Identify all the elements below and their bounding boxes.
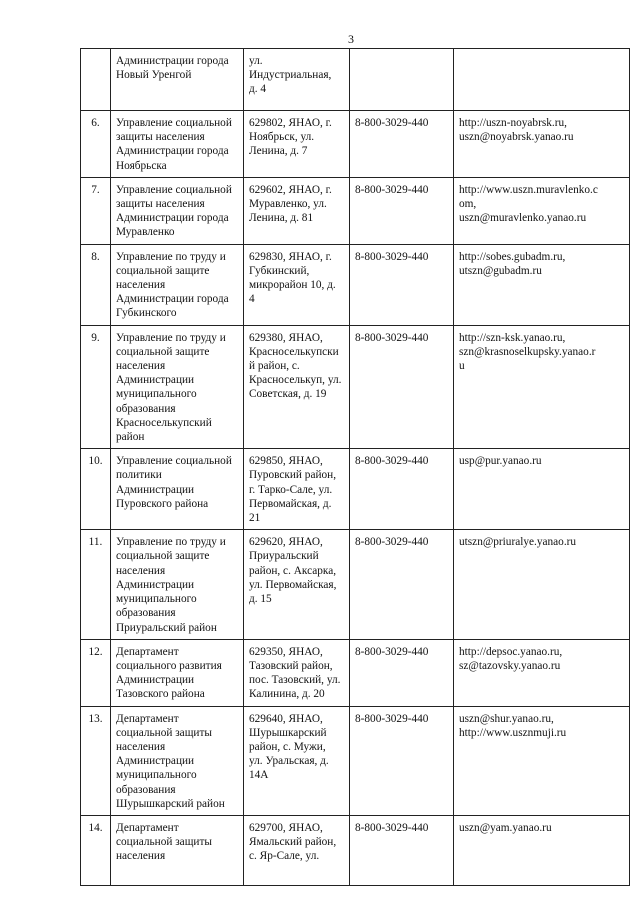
- organization-name-line: Администрации города: [116, 293, 229, 306]
- organization-name-line: Управление социальной: [116, 183, 232, 196]
- website-email: [454, 244, 630, 325]
- website-email-line: http://depsoc.yanao.ru,: [459, 645, 563, 658]
- organization-name-line: защиты населения: [116, 198, 205, 211]
- address: [244, 111, 350, 178]
- address-line: 21: [249, 512, 261, 525]
- address-line: пос. Тазовский, ул.: [249, 674, 341, 687]
- organization-name-line: населения: [116, 279, 166, 292]
- organization-name-line: политики: [116, 469, 162, 482]
- address: [244, 530, 350, 639]
- organization-name-line: Администрации: [116, 483, 195, 496]
- website-email-line: utszn@gubadm.ru: [459, 264, 542, 277]
- website-email-line: szn@krasnoselkupsky.yanao.r: [459, 345, 596, 358]
- organization-name-line: Администрации: [116, 674, 195, 687]
- table-row: [81, 244, 630, 325]
- phone: 8-800-3029-440: [350, 177, 454, 244]
- website-email-line: uszn@yam.yanao.ru: [459, 821, 552, 834]
- organization-name-line: образования: [116, 607, 176, 620]
- organization-name-line: образования: [116, 783, 176, 796]
- table-row: [81, 530, 630, 639]
- organization-name: [111, 449, 244, 530]
- organization-name-line: социальной защиты: [116, 726, 212, 739]
- address-line: Шурышкарский: [249, 726, 327, 739]
- address-line: 629802, ЯНАО, г.: [249, 117, 332, 129]
- address-line: Губкинский,: [249, 264, 310, 277]
- address-line: Приуральский: [249, 550, 319, 563]
- address-line: ул. Первомайская,: [249, 578, 337, 591]
- address-line: г. Тарко-Сале, ул.: [249, 483, 333, 496]
- address-line: ул.: [249, 55, 263, 67]
- organization-name-line: муниципального: [116, 769, 197, 782]
- organization-name-line: Ноябрьска: [116, 159, 167, 172]
- website-email-line: utszn@priuralye.yanao.ru: [459, 536, 577, 549]
- address-line: 629640, ЯНАО,: [249, 712, 323, 725]
- address: [244, 449, 350, 530]
- website-email: [454, 706, 630, 815]
- organization-name-line: муниципального: [116, 388, 197, 401]
- organization-name-line: Администрации: [116, 755, 195, 768]
- organization-name-line: Администрации: [116, 578, 195, 591]
- address-line: 629850, ЯНАО,: [249, 455, 323, 468]
- address-line: район, с. Мужи,: [249, 740, 326, 753]
- organization-name-line: Администрации города: [116, 145, 229, 158]
- phone: 8-800-3029-440: [350, 111, 454, 178]
- address-line: Красноселькуп, ул.: [249, 374, 342, 387]
- address-line: 14А: [249, 769, 269, 782]
- website-email-line: http://www.uszn.muravlenko.c: [459, 183, 598, 196]
- organization-name-line: Управление по труду и: [116, 250, 226, 263]
- table-row: [81, 177, 630, 244]
- organization-name: [111, 325, 244, 449]
- address-line: Муравленко, ул.: [249, 198, 327, 211]
- organization-name: [111, 244, 244, 325]
- organization-name-line: район: [116, 431, 145, 444]
- address: [244, 706, 350, 815]
- table-row: [81, 449, 630, 530]
- address-line: Ноябрьск, ул.: [249, 131, 315, 144]
- website-email-line: http://uszn-noyabrsk.ru,: [459, 117, 567, 129]
- address-line: Первомайская, д.: [249, 497, 332, 510]
- table-row: [81, 706, 630, 815]
- website-email-line: uszn@muravlenko.yanao.ru: [459, 212, 587, 225]
- organization-name-line: социальной защиты: [116, 836, 212, 849]
- address-line: Советская, д. 19: [249, 388, 327, 401]
- website-email: [454, 449, 630, 530]
- address: [244, 177, 350, 244]
- organization-name-line: защиты населения: [116, 131, 205, 144]
- website-email: [454, 325, 630, 449]
- table-row: [81, 639, 630, 706]
- row-number: 10.: [81, 449, 111, 530]
- website-email-line: sz@tazovsky.yanao.ru: [459, 659, 561, 672]
- address-line: ул. Уральская, д.: [249, 755, 329, 768]
- organization-name-line: Департамент: [116, 821, 179, 834]
- organization-name-line: Администрации города: [116, 212, 229, 225]
- organization-name-line: Приуральский район: [116, 621, 217, 634]
- organization-name-line: социальной защите: [116, 345, 210, 358]
- row-number: 6.: [81, 111, 111, 178]
- phone: 8-800-3029-440: [350, 815, 454, 885]
- organization-name-line: Муравленко: [116, 226, 175, 239]
- phone: 8-800-3029-440: [350, 325, 454, 449]
- website-email-line: http://szn-ksk.yanao.ru,: [459, 331, 566, 344]
- organization-name-line: социальной защите: [116, 264, 210, 277]
- organization-name-line: образования: [116, 402, 176, 415]
- table-row: [81, 49, 630, 111]
- phone: 8-800-3029-440: [350, 530, 454, 639]
- phone: 8-800-3029-440: [350, 244, 454, 325]
- organization-name: [111, 815, 244, 885]
- address-line: 629700, ЯНАО,: [249, 821, 323, 834]
- address-line: район, с. Аксарка,: [249, 564, 337, 577]
- address-line: Пуровский район,: [249, 469, 337, 482]
- organization-name-line: Шурышкарский район: [116, 797, 225, 810]
- table-body: [81, 49, 630, 886]
- organization-name-line: Новый Уренгой: [116, 69, 192, 82]
- website-email-line: usp@pur.yanao.ru: [459, 455, 542, 468]
- website-email-line: http://www.usznmuji.ru: [459, 726, 567, 739]
- address-line: Ленина, д. 81: [249, 212, 314, 225]
- organization-name: [111, 706, 244, 815]
- address-line: 629620, ЯНАО,: [249, 536, 323, 549]
- address-line: 629380, ЯНАО,: [249, 331, 323, 344]
- website-email-line: uszn@shur.yanao.ru,: [459, 712, 554, 725]
- organization-name-line: Тазовского района: [116, 688, 205, 701]
- organization-name: [111, 111, 244, 178]
- website-email-line: u: [459, 360, 465, 373]
- website-email: [454, 530, 630, 639]
- address-line: 629602, ЯНАО, г.: [249, 183, 332, 196]
- organization-name-line: Департамент: [116, 712, 179, 725]
- website-email: [454, 177, 630, 244]
- organization-name-line: населения: [116, 564, 166, 577]
- website-email: [454, 49, 630, 111]
- address-line: й район, с.: [249, 360, 300, 373]
- organization-name: [111, 530, 244, 639]
- row-number: 8.: [81, 244, 111, 325]
- phone: 8-800-3029-440: [350, 706, 454, 815]
- organization-name-line: населения: [116, 740, 166, 753]
- organization-name-line: населения: [116, 850, 166, 863]
- table-row: [81, 325, 630, 449]
- address: [244, 49, 350, 111]
- table-row: [81, 111, 630, 178]
- phone: 8-800-3029-440: [350, 639, 454, 706]
- phone: 8-800-3029-440: [350, 449, 454, 530]
- organization-name-line: Красноселькупский: [116, 416, 212, 429]
- organization-name-line: Администрации: [116, 374, 195, 387]
- contacts-table: [80, 48, 630, 886]
- row-number: 12.: [81, 639, 111, 706]
- website-email-line: om,: [459, 198, 477, 211]
- phone: [350, 49, 454, 111]
- organization-name-line: социальной защите: [116, 550, 210, 563]
- table-row: [81, 815, 630, 885]
- row-number: 11.: [81, 530, 111, 639]
- address-line: д. 4: [249, 83, 267, 96]
- organization-name-line: Управление по труду и: [116, 331, 226, 344]
- address-line: д. 15: [249, 593, 272, 606]
- address-line: Красноселькупски: [249, 345, 339, 358]
- address-line: 629350, ЯНАО,: [249, 645, 323, 658]
- address-line: микрорайон 10, д.: [249, 279, 336, 292]
- website-email-line: uszn@noyabrsk.yanao.ru: [459, 131, 574, 144]
- organization-name-line: социального развития: [116, 659, 222, 672]
- address-line: 629830, ЯНАО, г.: [249, 250, 332, 263]
- address-line: Ямальский район,: [249, 836, 337, 849]
- row-number: [81, 49, 111, 111]
- address-line: 4: [249, 293, 255, 306]
- address-line: Калинина, д. 20: [249, 688, 325, 701]
- organization-name: [111, 639, 244, 706]
- website-email-line: http://sobes.gubadm.ru,: [459, 250, 566, 263]
- organization-name: [111, 177, 244, 244]
- organization-name-line: Администрации города: [116, 55, 229, 67]
- address: [244, 244, 350, 325]
- organization-name-line: Пуровского района: [116, 497, 209, 510]
- row-number: 7.: [81, 177, 111, 244]
- website-email: [454, 815, 630, 885]
- address-line: с. Яр-Сале, ул.: [249, 850, 320, 863]
- address-line: Ленина, д. 7: [249, 145, 308, 158]
- organization-name-line: Управление социальной: [116, 455, 232, 468]
- address-line: Тазовский район,: [249, 659, 333, 672]
- website-email: [454, 639, 630, 706]
- organization-name-line: Департамент: [116, 645, 179, 658]
- page-number: 3: [348, 32, 354, 46]
- row-number: 13.: [81, 706, 111, 815]
- address: [244, 815, 350, 885]
- row-number: 9.: [81, 325, 111, 449]
- address: [244, 639, 350, 706]
- address-line: Индустриальная,: [249, 69, 332, 82]
- organization-name-line: Губкинского: [116, 307, 177, 320]
- organization-name-line: Управление социальной: [116, 117, 232, 129]
- organization-name-line: Управление по труду и: [116, 536, 226, 549]
- address: [244, 325, 350, 449]
- organization-name-line: населения: [116, 360, 166, 373]
- row-number: 14.: [81, 815, 111, 885]
- organization-name: [111, 49, 244, 111]
- website-email: [454, 111, 630, 178]
- organization-name-line: муниципального: [116, 593, 197, 606]
